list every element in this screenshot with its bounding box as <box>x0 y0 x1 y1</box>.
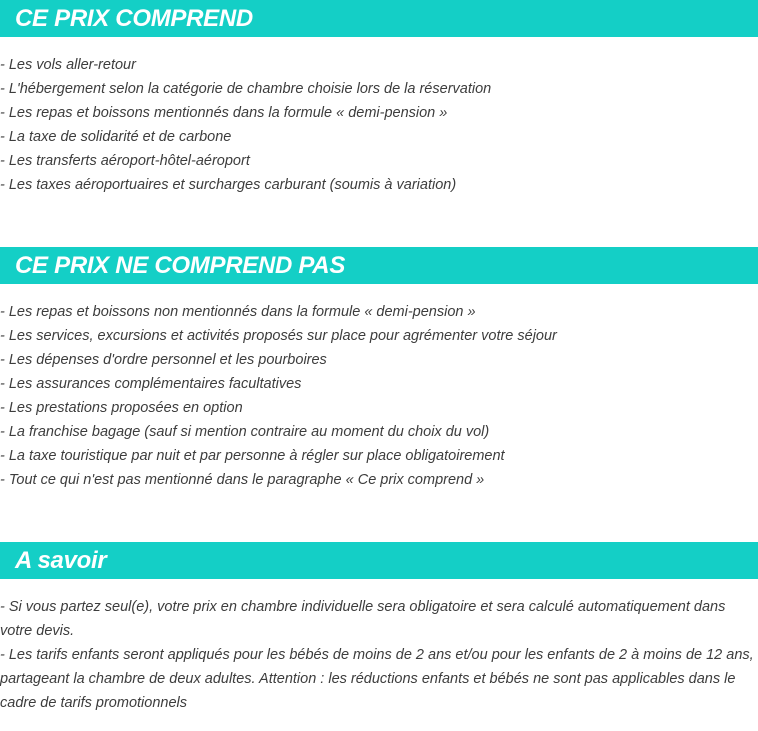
list-item: - Les prestations proposées en option <box>0 400 243 416</box>
list-item: - Les repas et boissons non mentionnés dans la formule « demi-pension » <box>0 304 476 320</box>
list-item: - La franchise bagage (sauf si mention contraire au moment du choix du vol) <box>0 424 490 440</box>
list-item: - Les dépenses d'ordre personnel et les pourboires <box>0 352 327 368</box>
list-item: - L'hébergement selon la catégorie de chambre choisie lors de la réservation <box>0 81 492 97</box>
list-item: - Tout ce qui n'est pas mentionné dans le paragraphe « Ce prix comprend » <box>0 472 485 488</box>
included-list <box>0 53 491 197</box>
section-header-ce-prix-ne-comprend-pas <box>0 247 758 284</box>
section-title: CE PRIX NE COMPREND PAS <box>15 251 346 279</box>
info-paragraph: - Si vous partez seul(e), votre prix en chambre individuelle sera obligatoire et sera calculé automatiquement dans votre devis. <box>0 599 726 639</box>
list-item: - Les services, excursions et activités proposés sur place pour agrémenter votre séjour <box>0 328 557 344</box>
section-title: CE PRIX COMPREND <box>15 4 253 32</box>
section-title: A savoir <box>15 546 107 574</box>
list-item: - La taxe de solidarité et de carbone <box>0 129 232 145</box>
info-paragraphs <box>0 595 756 715</box>
list-item: - Les transferts aéroport-hôtel-aéroport <box>0 153 250 169</box>
list-item: - Les assurances complémentaires facultatives <box>0 376 302 392</box>
list-item: - La taxe touristique par nuit et par personne à régler sur place obligatoirement <box>0 448 505 464</box>
excluded-list <box>0 300 557 492</box>
info-paragraph: - Les tarifs enfants seront appliqués pour les bébés de moins de 2 ans et/ou pour les enfants de 2 à moins de 12 ans, partageant la chambre de deux adultes. Attention : les réductions enfants et bébés ne sont pas applicables dans le cadre de tarifs promotionnels <box>0 647 754 711</box>
list-item: - Les repas et boissons mentionnés dans la formule « demi-pension » <box>0 105 448 121</box>
section-header-ce-prix-comprend <box>0 0 758 37</box>
section-header-a-savoir <box>0 542 758 579</box>
list-item: - Les vols aller-retour <box>0 57 136 73</box>
list-item: - Les taxes aéroportuaires et surcharges carburant (soumis à variation) <box>0 177 457 193</box>
